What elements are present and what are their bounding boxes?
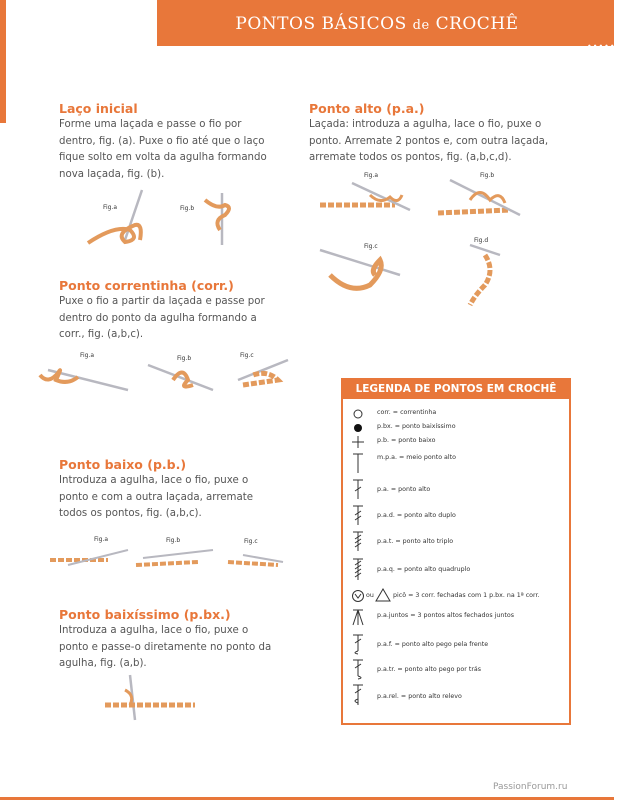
legend-item: p.a.rel. = ponto alto relevo bbox=[343, 683, 569, 707]
fig-label: Fig.a bbox=[94, 536, 109, 543]
back-post-icon bbox=[351, 658, 365, 672]
section-title-baixo: Ponto baixo (p.b.) bbox=[59, 457, 187, 472]
fig-label: Fig.b bbox=[177, 355, 192, 362]
legend-item: p.a.d. = ponto alto duplo bbox=[343, 504, 569, 526]
fig-label: Fig.a bbox=[103, 204, 118, 211]
header-band bbox=[157, 0, 638, 51]
legend-item: p.a.f. = ponto alto pego pela frente bbox=[343, 633, 569, 655]
baixo-illustration bbox=[48, 540, 288, 574]
fig-label: Fig.c bbox=[364, 243, 378, 250]
section-text-baixo: Introduza a agulha, lace o fio, puxe o ponto e com a outra laçada, arremate todos os pontos, fig. (a,b,c). bbox=[59, 475, 253, 520]
fig-label: Fig.d bbox=[474, 237, 489, 244]
header-dots: ••••••••• bbox=[587, 42, 638, 51]
section-title-baixissimo: Ponto baixíssimo (p.bx.) bbox=[59, 607, 231, 622]
fig-label: Fig.a bbox=[364, 172, 379, 179]
legend-item: p.a.juntos = 3 pontos altos fechados juntos bbox=[343, 608, 569, 626]
baixissimo-illustration bbox=[100, 670, 210, 725]
picot-triangle-icon bbox=[375, 588, 391, 602]
half-double-crochet-icon bbox=[351, 452, 365, 466]
open-circle-icon bbox=[351, 407, 365, 421]
watermark: PassionForum.ru bbox=[493, 782, 568, 792]
quadruple-treble-icon bbox=[351, 557, 365, 571]
front-post-icon bbox=[351, 633, 365, 647]
laco-illustration bbox=[85, 185, 245, 250]
section-title-laco: Laço inicial bbox=[59, 101, 138, 116]
section-title-alto: Ponto alto (p.a.) bbox=[309, 101, 425, 116]
left-accent-bar bbox=[0, 0, 6, 123]
double-crochet-icon bbox=[351, 478, 365, 492]
legend-title: LEGENDA DE PONTOS EM CROCHÊ bbox=[343, 380, 569, 399]
legend-item: p.a.q. = ponto alto quadruplo bbox=[343, 557, 569, 581]
plus-icon bbox=[351, 435, 365, 449]
legend-item: ou picô = 3 corr. fechadas com 1 p.bx. na 1ª corr. bbox=[343, 588, 569, 604]
picot-circle-icon bbox=[351, 589, 365, 603]
relief-stitch-icon bbox=[351, 683, 365, 697]
legend-item: p.a.t. = ponto alto triplo bbox=[343, 530, 569, 552]
legend-box bbox=[341, 378, 571, 725]
section-title-corr: Ponto correntinha (corr.) bbox=[59, 278, 234, 293]
legend-item: corr. = correntinha bbox=[343, 407, 569, 421]
fig-label: Fig.c bbox=[244, 538, 258, 545]
legend-item: p.bx. = ponto baixíssimo bbox=[343, 421, 569, 435]
fig-label: Fig.b bbox=[166, 537, 181, 544]
fig-label: Fig.a bbox=[80, 352, 95, 359]
legend-item: p.a. = ponto alto bbox=[343, 478, 569, 500]
section-text-baixissimo: Introduza a agulha, lace o fio, puxe o ponto e passe-o diretamente no ponto da agulha, fig. (a,b). bbox=[59, 625, 272, 670]
legend-item: p.b. = ponto baixo bbox=[343, 435, 569, 449]
section-text-corr: Puxe o fio a partir da laçada e passe por dentro do ponto da agulha formando a corr., fig. (a,b,c). bbox=[59, 296, 265, 341]
page-title: PONTOS BÁSICOS de CROCHÊ bbox=[235, 14, 519, 34]
section-text-alto: Laçada: introduza a agulha, lace o fio, puxe o ponto. Arremate 2 pontos e, com outra laçada, arremate todos os pontos, fig. (a,b,c,d). bbox=[309, 119, 549, 164]
legend-item: p.a.tr. = ponto alto pego por trás bbox=[343, 658, 569, 680]
triple-treble-icon bbox=[351, 530, 365, 544]
fig-label: Fig.b bbox=[180, 205, 195, 212]
fig-label: Fig.b bbox=[480, 172, 495, 179]
corr-illustration bbox=[38, 355, 298, 403]
legend-item: m.p.a. = meio ponto alto bbox=[343, 452, 569, 474]
three-dc-together-icon bbox=[351, 608, 365, 622]
filled-dot-icon bbox=[351, 421, 365, 435]
treble-crochet-icon bbox=[351, 504, 365, 518]
section-text-laco: Forme uma laçada e passe o fio por dentro, fig. (a). Puxe o fio até que o laço fique solto em volta da agulha formando nova laçada, fig. (b). bbox=[59, 119, 267, 180]
alto-illustration bbox=[310, 175, 535, 310]
fig-label: Fig.c bbox=[240, 352, 254, 359]
